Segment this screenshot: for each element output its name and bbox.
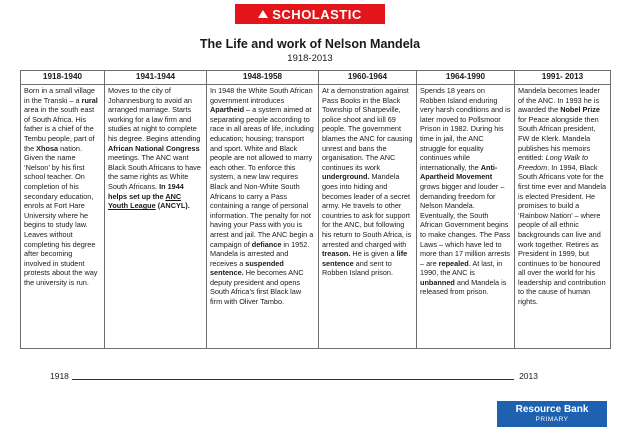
- period-text: Born in a small village in the Transki – a rural area in the south east of South Africa. His father is a chief of the Tembu people, part of the Xhosa nation. Given the name ‘Nelson’ by his first school teacher. On completion of his secondary education, enrols at Fort Hare University where he begins to study law. Leaves without completing his degree after becoming involved in student protests about the way the university is run.: [21, 85, 105, 349]
- timeline-line: [20, 371, 610, 383]
- period-text: At a demonstration against Pass Books in the Black Township of Sharpeville, police shoot and kill 69 people. The government blames the ANC for causing unrest and bans the organisation. The ANC continues its work underground. Mandela goes into hiding and becomes leader of a secret army. He travels to other countries to ask for support for the ANC, but following his return to South Africa, is arrested and charged with treason. He is given a life sentence and sent to Robben Island prison.: [319, 85, 417, 349]
- period-header: 1964-1990: [417, 71, 515, 85]
- period-header: 1991- 2013: [515, 71, 611, 85]
- resource-bank-logo: [497, 401, 607, 427]
- period-text: In 1948 the White South African government introduces Apartheid – a system aimed at separating people according to race in all areas of life, including education; housing; transport and sport. White and Black people are not allowed to marry each other. To enforce this system, a new law requires Black and Non-White South Africans to carry a Pass containing a range of personal information. The penalty for not having your Pass with you is arrest and jail. The ANC begin a campaign of defiance in 1952. Mandela is arrested and receives a suspended sentence. He becomes ANC deputy president and opens South Africa’s first Black law firm with Oliver Tambo.: [207, 85, 319, 349]
- period-header: 1941-1944: [105, 71, 207, 85]
- scholastic-logo: [235, 4, 385, 24]
- resource-bank-title: Resource Bank: [515, 404, 589, 415]
- timeline-rule: [72, 379, 514, 380]
- header-row: [21, 71, 611, 85]
- period-text: Moves to the city of Johannesburg to avoid an arranged marriage. Starts working for a law firm and studies at night to complete his degree. Begins attending African National Congress meetings. The ANC want Black South Africans to have the same rights as White South Africans. In 1944 helps set up the ANC Youth League (ANCYL).: [105, 85, 207, 349]
- timeline-start: 1918: [50, 371, 69, 381]
- content-row: [21, 85, 611, 349]
- logo-text: SCHOLASTIC: [272, 6, 362, 22]
- period-text: Spends 18 years on Robben Island enduring very harsh conditions and is later moved to Pollsmoor Prison in 1982. During his time in jail, the ANC struggle for equality continues while internationally, the Anti-Apartheid Movement grows bigger and louder – demanding freedom for Nelson Mandela. Eventually, the South African Government begins to make changes. The Pass Laws – which have led to more than 17 million arrests – are repealed. At last, in 1990, the ANC is unbanned and Mandela is released from prison.: [417, 85, 515, 349]
- period-header: 1948-1958: [207, 71, 319, 85]
- page-title: The Life and work of Nelson Mandela: [199, 37, 421, 51]
- timeline-end: 2013: [519, 371, 538, 381]
- period-header: 1918-1940: [21, 71, 105, 85]
- resource-bank-sub: PRIMARY: [535, 416, 569, 423]
- timeline-table: [20, 70, 611, 349]
- page-subtitle: 1918-2013: [287, 53, 333, 64]
- period-header: 1960-1964: [319, 71, 417, 85]
- lamp-icon: [258, 10, 268, 18]
- period-text: Mandela becomes leader of the ANC. In 1993 he is awarded the Nobel Prize for Peace alongside then South African president, FW de Klerk. Mandela publishes his memoirs entitled: Long Walk to Freedom. In 1994, Black South Africans vote for the first time ever and Mandela is elected President. He promises to build a ‘Rainbow Nation’ – where people of all ethnic backgrounds can live and work together. Retires as President in 1999, but continues to be honoured all over the world for his leadership and contribution to the cause of human rights.: [515, 85, 611, 349]
